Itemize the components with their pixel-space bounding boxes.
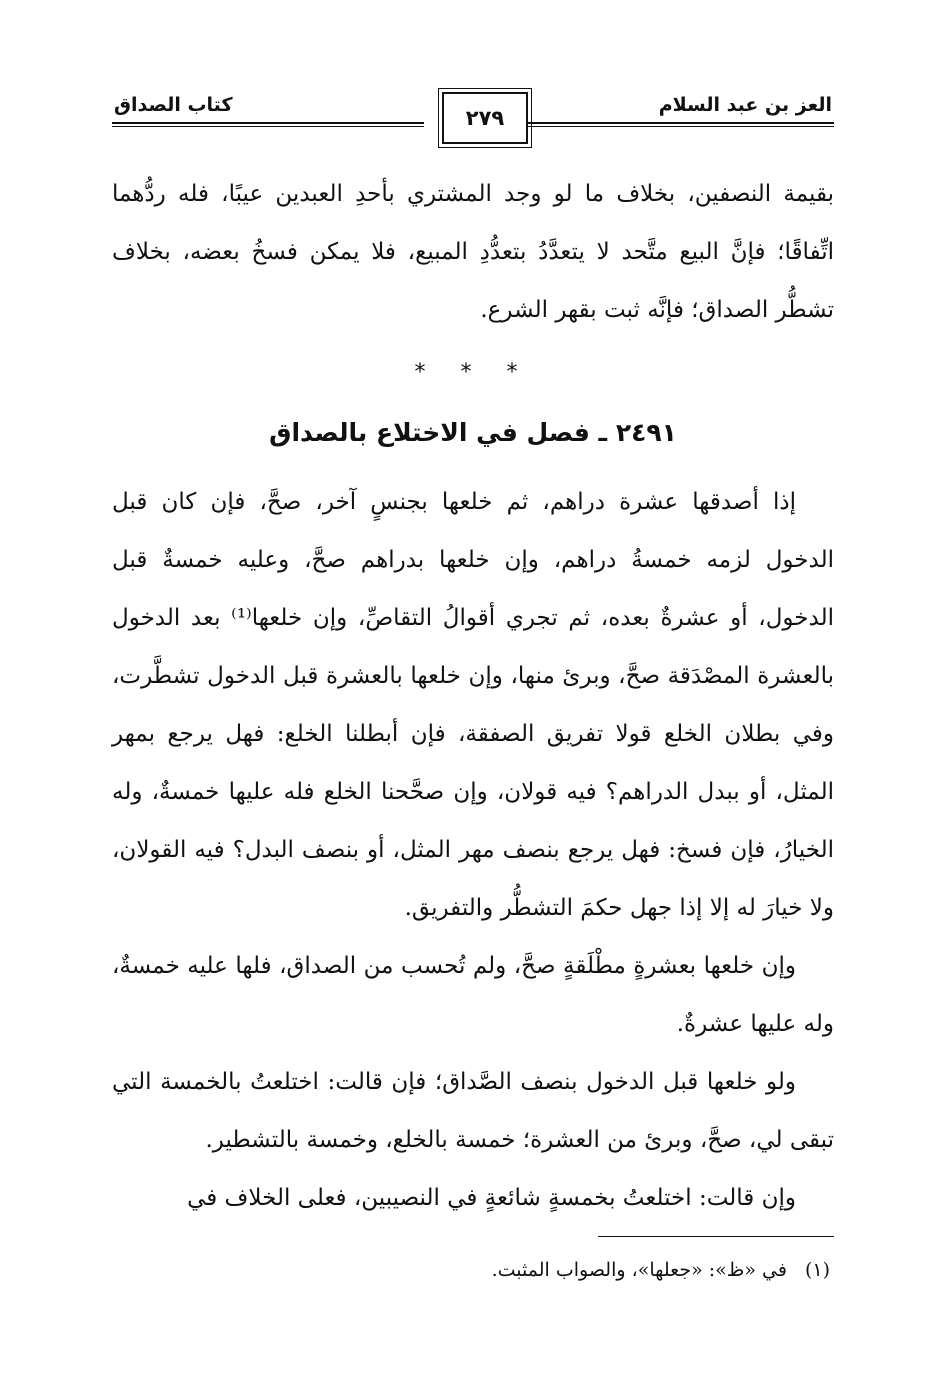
paragraph: ولو خلعها قبل الدخول بنصف الصَّداق؛ فإن قالت: اختلعتُ بالخمسة التي تبقى لي، صحَّ، وبرئ من العشرة؛ خمسة بالخلع، وخمسة بالتشطير. bbox=[112, 1069, 834, 1153]
paragraph: وإن خلعها بعشرةٍ مطْلَقةٍ صحَّ، ولم تُحسب من الصداق، فلها عليه خمسةٌ، وله عليها عشرةٌ. bbox=[112, 953, 834, 1037]
header-rule-left bbox=[112, 122, 424, 127]
paragraph: إذا أصدقها عشرة دراهم، ثم خلعها بجنسٍ آخر، صحَّ، فإن كان قبل الدخول لزمه خمسةُ دراهم، وإن خلعها بدراهم صحَّ، وعليه خمسةٌ قبل الدخول، أو عشرةٌ بعده، ثم تجري أقوالُ التقاصِّ، وإن خلعها⁽¹⁾ بعد الدخول بالعشرة المصْدَقة صحَّ، وبرئ منها، وإن خلعها بالعشرة قبل الدخول تشطَّرت، وفي بطلان الخلع قولا تفريق الصفقة، فإن أبطلنا الخلع: فهل يرجع بمهر المثل، أو ببدل الدراهم؟ فيه قولان، وإن صحَّحنا الخلع فله عليها خمسةٌ، وله الخيارُ، فإن فسخ: فهل يرجع بنصف مهر المثل، أو بنصف البدل؟ فيه القولان، ولا خيارَ له إلا إذا جهل حكمَ التشطُّر والتفريق. bbox=[112, 489, 834, 921]
paragraph: وإن قالت: اختلعتُ بخمسةٍ شائعةٍ في النصيبين، فعلى الخلاف في bbox=[187, 1185, 796, 1211]
page-header bbox=[112, 88, 834, 158]
footnote-text: في «ظ»: «جعلها»، والصواب المثبت. bbox=[491, 1259, 787, 1281]
page-number: ٢٧٩ bbox=[442, 92, 528, 144]
footnote bbox=[108, 1252, 830, 1288]
section-separator: * * * bbox=[414, 360, 532, 385]
page-body bbox=[112, 165, 834, 1227]
footnote-divider bbox=[598, 1236, 834, 1237]
section-title: ٢٤٩١ ـ فصل في الاختلاع بالصداق bbox=[269, 418, 677, 447]
author-running-head: العز بن عبد السلام bbox=[658, 94, 832, 116]
intro-paragraph: بقيمة النصفين، بخلاف ما لو وجد المشتري بأحدِ العبدين عيبًا، فله ردُّهما اتِّفاقًا؛ فإنَّ البيع متَّحد لا يتعدَّدُ بتعدُّدِ المبيع، فلا يمكن فسخُ بعضه، بخلاف تشطُّر الصداق؛ فإنَّه ثبت بقهر الشرع. bbox=[112, 181, 834, 323]
section-running-head: كتاب الصداق bbox=[114, 94, 233, 116]
header-rule-right bbox=[524, 122, 834, 127]
footnote-number: (١) bbox=[804, 1259, 830, 1281]
